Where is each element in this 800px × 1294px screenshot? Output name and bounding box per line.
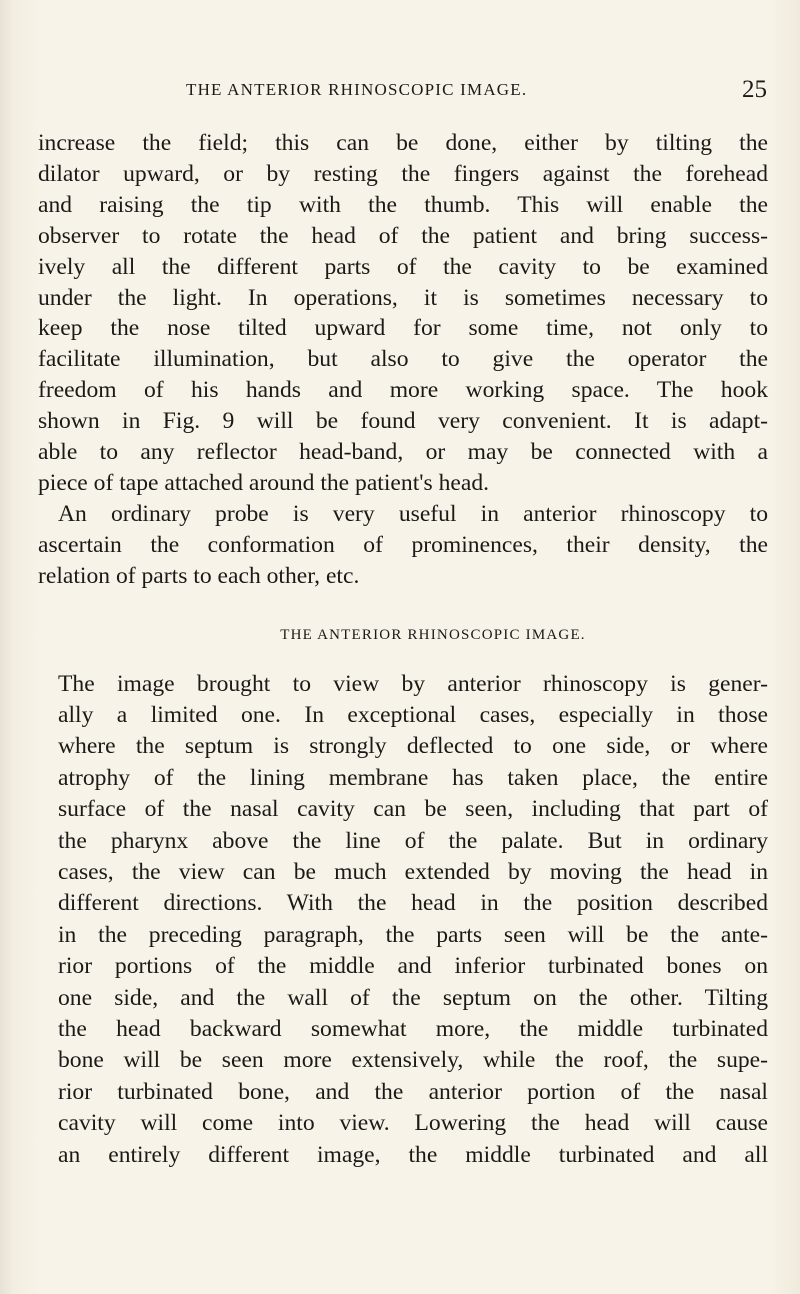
- running-head: [0, 76, 800, 104]
- text-line: and raising the tip with the thumb. This will enable the: [38, 191, 768, 218]
- text-line: facilitate illumination, but also to give the operator the: [38, 346, 768, 373]
- text-line: bone will be seen more extensively, while the roof, the supe-: [58, 1047, 768, 1074]
- text-line: in the preceding paragraph, the parts seen will be the ante-: [58, 921, 768, 948]
- text-line: the pharynx above the line of the palate. But in ordinary: [58, 827, 768, 854]
- section-heading: THE ANTERIOR RHINOSCOPIC IMAGE.: [280, 626, 586, 643]
- text-line: rior turbinated bone, and the anterior portion of the nasal: [58, 1078, 768, 1105]
- text-line: cases, the view can be much extended by moving the head in: [58, 858, 768, 885]
- text-line: observer to rotate the head of the patient and bring success-: [38, 222, 768, 249]
- text-line: The image brought to view by anterior rhinoscopy is gener-: [58, 670, 768, 697]
- text-line: the head backward somewhat more, the middle turbinated: [58, 1015, 768, 1042]
- text-line: surface of the nasal cavity can be seen, including that part of: [58, 796, 768, 823]
- text-line: dilator upward, or by resting the fingers against the forehead: [38, 160, 768, 187]
- paragraph-field-rotation: [38, 128, 768, 499]
- text-line: freedom of his hands and more working space. The hook: [38, 377, 768, 404]
- text-line: shown in Fig. 9 will be found very convenient. It is adapt-: [38, 408, 768, 435]
- text-line: different directions. With the head in the position described: [58, 890, 768, 917]
- text-line: cavity will come into view. Lowering the head will cause: [58, 1110, 768, 1137]
- text-line: ascertain the conformation of prominences, their density, the: [38, 531, 768, 558]
- text-line: under the light. In operations, it is sometimes necessary to: [38, 284, 768, 311]
- page-number: 25: [742, 76, 767, 103]
- text-line: rior portions of the middle and inferior turbinated bones on: [58, 953, 768, 980]
- text-line: one side, and the wall of the septum on the other. Tilting: [58, 984, 768, 1011]
- text-line: keep the nose tilted upward for some time, not only to: [38, 315, 768, 342]
- text-line: where the septum is strongly deflected to one side, or where: [58, 733, 768, 760]
- paragraph-image-description: [38, 669, 768, 1172]
- text-line: an entirely different image, the middle turbinated and all: [58, 1141, 768, 1168]
- text-line: relation of parts to each other, etc.: [38, 562, 360, 589]
- text-line: ively all the different parts of the cavity to be examined: [38, 253, 768, 280]
- paragraph-probe: [38, 499, 768, 592]
- text-line: piece of tape attached around the patient's head.: [38, 469, 490, 496]
- text-line: An ordinary probe is very useful in anterior rhinoscopy to: [58, 500, 768, 527]
- text-line: increase the field; this can be done, either by tilting the: [38, 130, 768, 156]
- text-line: ally a limited one. In exceptional cases, especially in those: [58, 701, 768, 728]
- running-title: THE ANTERIOR RHINOSCOPIC IMAGE.: [186, 80, 528, 99]
- body-text: [38, 128, 768, 1171]
- text-line: able to any reflector head-band, or may be connected with a: [38, 439, 768, 466]
- text-line: atrophy of the lining membrane has taken place, the entire: [58, 764, 768, 791]
